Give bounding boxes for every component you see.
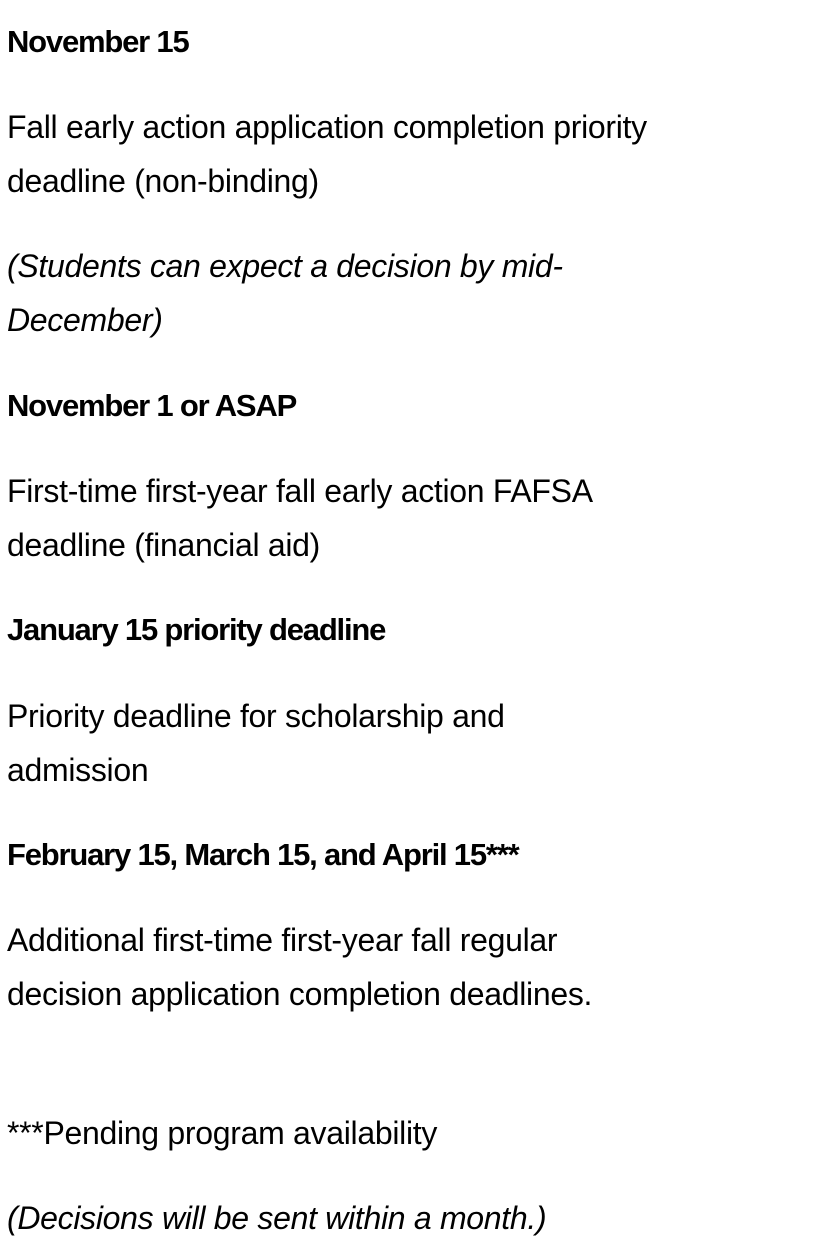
section-paragraph-pending-note: ***Pending program availability	[7, 1115, 438, 1151]
section-heading-february-march-april: February 15, March 15, and April 15***	[7, 837, 519, 872]
section-paragraph-early-action: Fall early action application completion priority deadline (non-binding)	[7, 109, 647, 199]
section-paragraph-fafsa: First-time first-year fall early action FAFSA deadline (financial aid)	[7, 473, 591, 563]
section-heading-november-15: November 15	[7, 24, 189, 59]
section-paragraph-scholarship: Priority deadline for scholarship and admission	[7, 698, 505, 788]
section-paragraph-decisions-sent: (Decisions will be sent within a month.)	[7, 1200, 547, 1236]
section-paragraph-decision-note: (Students can expect a decision by mid-December)	[7, 248, 563, 338]
section-heading-november-1: November 1 or ASAP	[7, 388, 297, 423]
section-heading-january-15: January 15 priority deadline	[7, 612, 386, 647]
section-paragraph-regular-decision: Additional first-time first-year fall regular decision application completion deadlines.	[7, 922, 593, 1012]
